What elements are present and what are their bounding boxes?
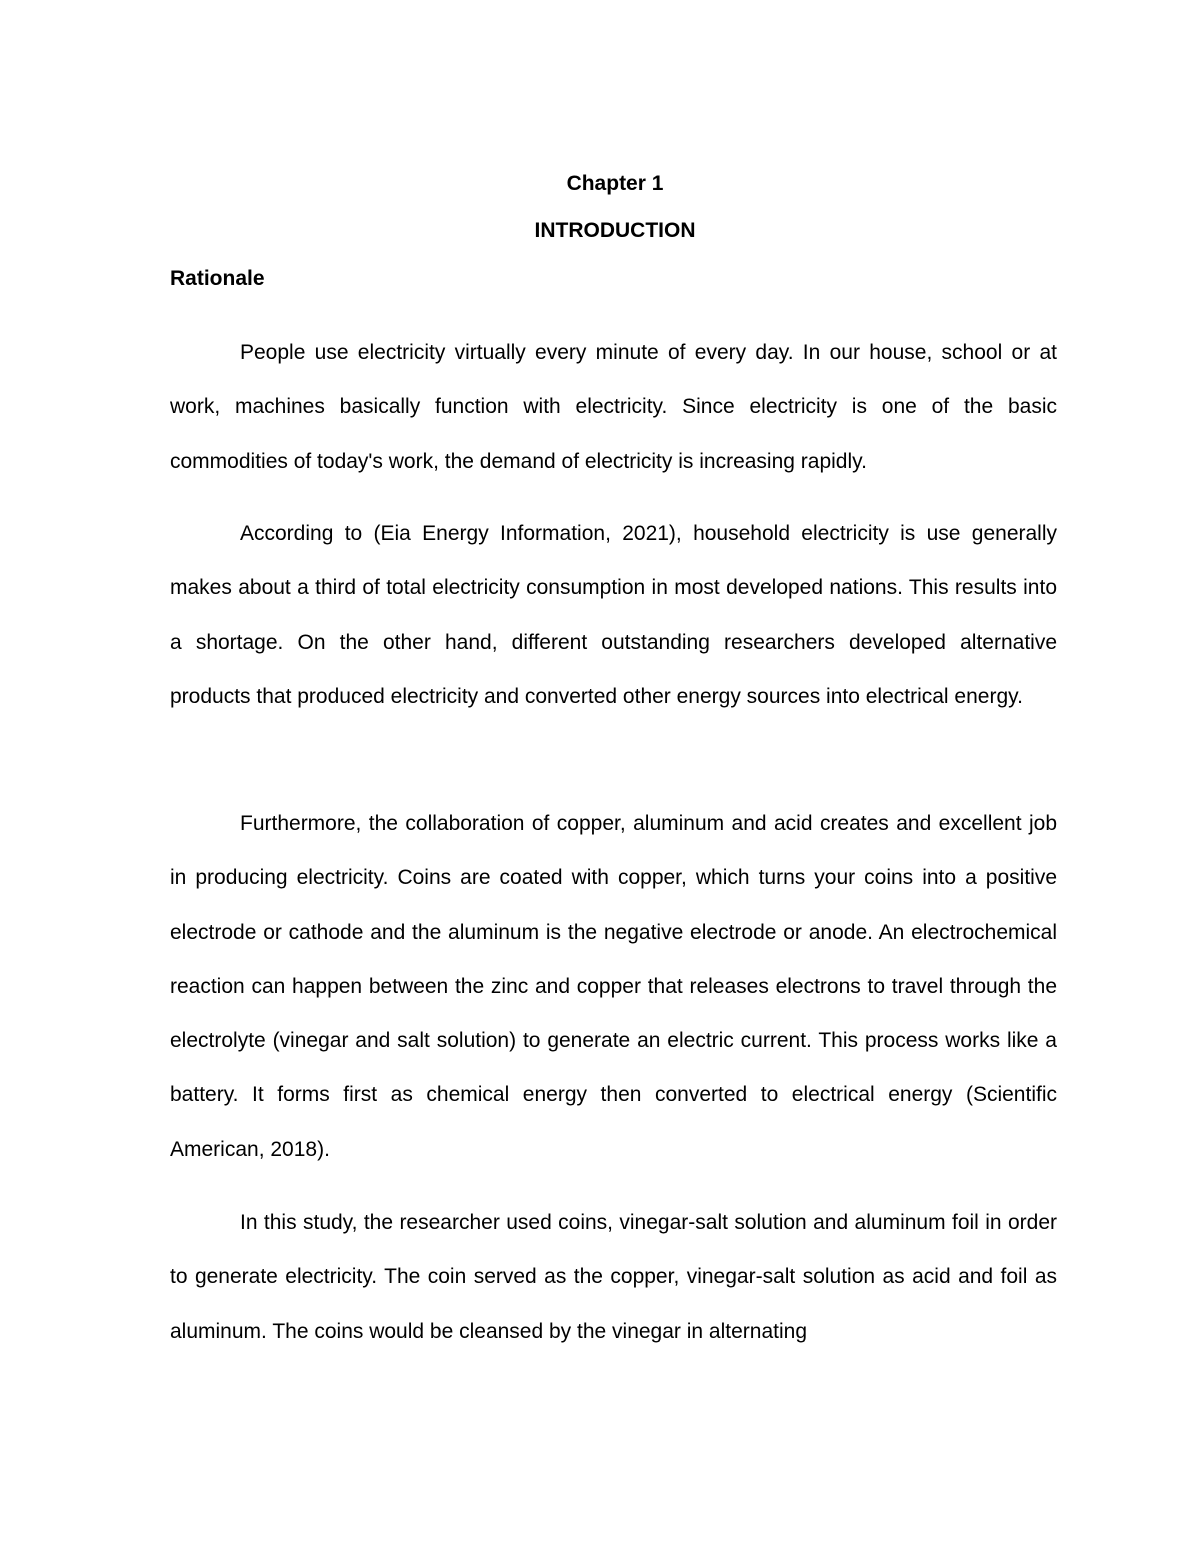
paragraph: People use electricity virtually every minute of every day. In our house, school or at work, machines basically function with electricity. Since electricity is one of the basic commodities of today's work, the demand of electricity is increasing rapidly. (170, 341, 1057, 473)
chapter-title: INTRODUCTION (534, 219, 696, 242)
paragraph: According to (Eia Energy Information, 2021), household electricity is use generally makes about a third of total electricity consumption in most developed nations. This results into a shortage. On the other hand, different outstanding researchers developed alternative products that produced electricity and converted other energy sources into electrical energy. (170, 522, 1057, 708)
section-heading: Rationale (170, 267, 265, 290)
paragraph: Furthermore, the collaboration of copper, aluminum and acid creates and excellent job in producing electricity. Coins are coated with copper, which turns your coins into a positive electrode or cathode and the aluminum is the negative electrode or anode. An electrochemical reaction can happen between the zinc and copper that releases electrons to travel through the electrolyte (vinegar and salt solution) to generate an electric current. This process works like a battery. It forms first as chemical energy then converted to electrical energy (Scientific American, 2018). (170, 812, 1057, 1161)
paragraph: In this study, the researcher used coins, vinegar-salt solution and aluminum foil in order to generate electricity. The coin served as the copper, vinegar-salt solution as acid and foil as aluminum. The coins would be cleansed by the vinegar in alternating (170, 1211, 1057, 1343)
chapter-label: Chapter 1 (566, 172, 664, 195)
